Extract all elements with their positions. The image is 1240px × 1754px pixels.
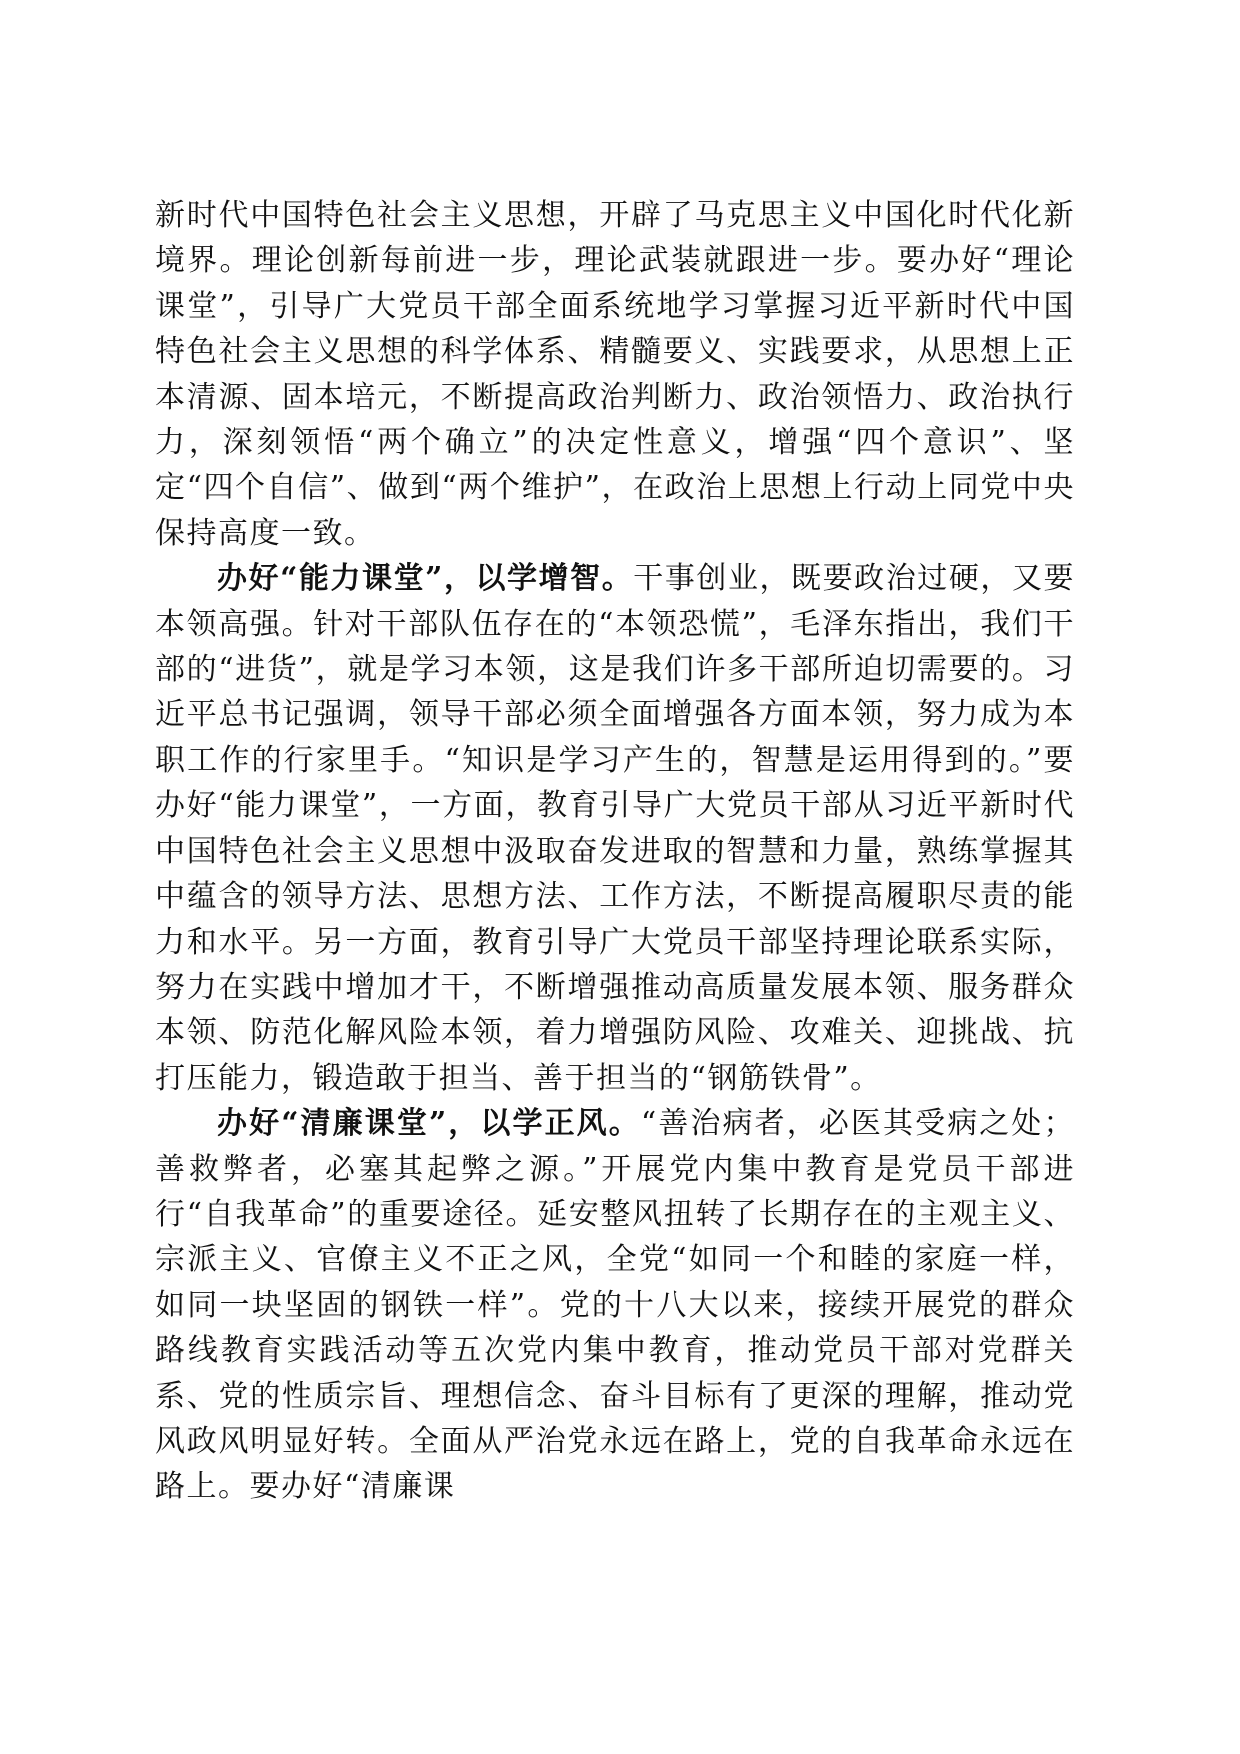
paragraph-text: 新时代中国特色社会主义思想，开辟了马克思主义中国化时代化新境界。理论创新每前进一步，理论武装就跟进一步。要办好“理论课堂”，引导广大党员干部全面系统地学习掌握习近平新时代中国特色社会主义思想的科学体系、精髓要义、实践要求，从思想上正本清源、固本培元，不断提高政治判断力、政治领悟力、政治执行力，深刻领悟“两个确立”的决定性意义，增强“四个意识”、坚定“四个自信”、做到“两个维护”，在政治上思想上行动上同党中央保持高度一致。 xyxy=(155,198,1075,551)
paragraph-text: “善治病者，必医其受病之处；善救弊者，必塞其起弊之源。”开展党内集中教育是党员干部进行“自我革命”的重要途径。延安整风扭转了长期存在的主观主义、宗派主义、官僚主义不正之风，全党“如同一个和睦的家庭一样，如同一块坚固的钢铁一样”。党的十八大以来，接续开展党的群众路线教育实践活动等五次党内集中教育，推动党员干部对党群关系、党的性质宗旨、理想信念、奋斗目标有了更深的理解，推动党风政风明显好转。全面从严治党永远在路上，党的自我革命永远在路上。要办好“清廉课 xyxy=(155,1106,1075,1505)
paragraph-integrity-classroom xyxy=(155,1101,1075,1510)
paragraph-ability-classroom xyxy=(155,556,1075,1101)
document-body xyxy=(155,193,1075,1510)
paragraph-text: 干事创业，既要政治过硬，又要本领高强。针对干部队伍存在的“本领恐慌”，毛泽东指出，我们干部的“进货”，就是学习本领，这是我们许多干部所迫切需要的。习近平总书记强调，领导干部必须全面增强各方面本领，努力成为本职工作的行家里手。“知识是学习产生的，智慧是运用得到的。”要办好“能力课堂”，一方面，教育引导广大党员干部从习近平新时代中国特色社会主义思想中汲取奋发进取的智慧和力量，熟练掌握其中蕴含的领导方法、思想方法、工作方法，不断提高履职尽责的能力和水平。另一方面，教育引导广大党员干部坚持理论联系实际，努力在实践中增加才干，不断增强推动高质量发展本领、服务群众本领、防范化解风险本领，着力增强防风险、攻难关、迎挑战、抗打压能力，锻造敢于担当、善于担当的“钢筋铁骨”。 xyxy=(155,561,1075,1096)
paragraph-theory-classroom xyxy=(155,193,1075,556)
paragraph-heading: 办好“能力课堂”，以学增智。 xyxy=(217,561,634,597)
paragraph-heading: 办好“清廉课堂”，以学正风。 xyxy=(217,1106,641,1142)
